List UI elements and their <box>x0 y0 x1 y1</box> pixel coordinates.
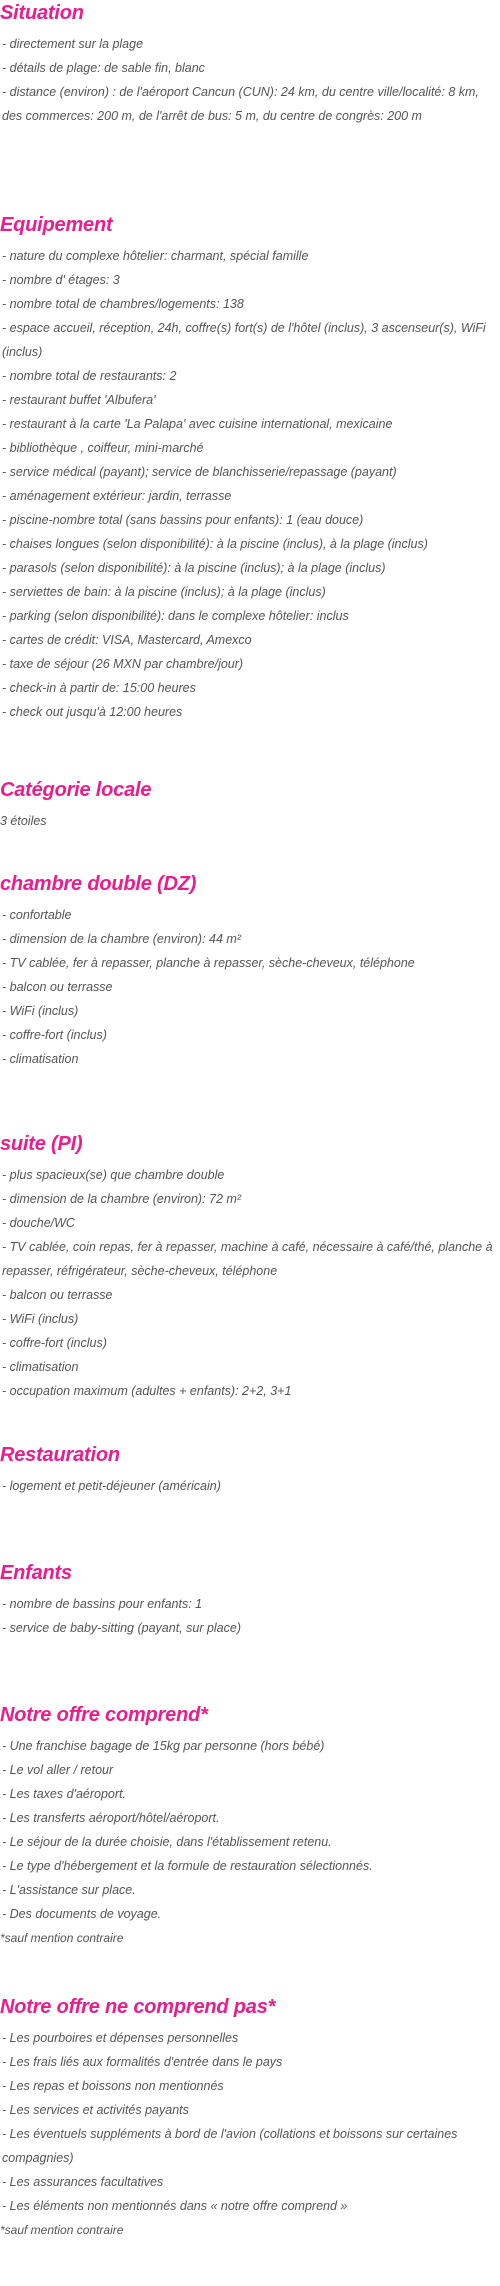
offre-ne-comprend-pas-list <box>0 2026 496 2242</box>
section-restauration <box>0 1442 496 1498</box>
section-suite <box>0 1131 496 1403</box>
list-item: - Les éventuels suppléments à bord de l'avion (collations et boissons sur certaines compagnies) <box>2 2127 458 2165</box>
restauration-list <box>0 1474 496 1498</box>
list-item: - parking (selon disponibilité): dans le complexe hôtelier: inclus <box>2 609 349 623</box>
list-item: - parasols (selon disponibilité): à la piscine (inclus); à la plage (inclus) <box>2 561 386 575</box>
list-item: - Les éléments non mentionnés dans « notre offre comprend » <box>2 2199 348 2213</box>
list-item: - directement sur la plage <box>2 37 144 51</box>
list-item: - Les services et activités payants <box>2 2103 189 2117</box>
situation-list <box>0 32 496 128</box>
list-item: - bibliothèque , coiffeur, mini-marché <box>2 441 204 455</box>
section-title-enfants: Enfants <box>0 1562 72 1584</box>
list-item: - coffre-fort (inclus) <box>2 1028 107 1042</box>
enfants-list <box>0 1592 496 1640</box>
list-item: - Les taxes d'aéroport. <box>2 1787 126 1801</box>
list-item: - climatisation <box>2 1052 79 1066</box>
list-item: - piscine-nombre total (sans bassins pour enfants): 1 (eau douce) <box>2 513 364 527</box>
list-item: - distance (environ) : de l'aéroport Cancun (CUN): 24 km, du centre ville/localité: 8 km, des commerces: 200 m, de l'arrêt de bus: 5 m, du centre de congrès: 200 m <box>2 85 479 123</box>
list-item: - TV cablée, fer à repasser, planche à repasser, sèche-cheveux, téléphone <box>2 956 415 970</box>
suite-list <box>0 1163 496 1403</box>
list-item: - restaurant buffet 'Albufera' <box>2 393 156 407</box>
list-item: - Les frais liés aux formalités d'entrée dans le pays <box>2 2055 283 2069</box>
list-item: - service médical (payant); service de blanchisserie/repassage (payant) <box>2 465 397 479</box>
list-item: - Le vol aller / retour <box>2 1763 114 1777</box>
section-title-equipement: Equipement <box>0 214 113 236</box>
list-item: - L'assistance sur place. <box>2 1883 136 1897</box>
section-title-chambre-double: chambre double (DZ) <box>0 873 197 895</box>
list-item: - nombre d' étages: 3 <box>2 273 120 287</box>
list-item: - cartes de crédit: VISA, Mastercard, Amexco <box>2 633 252 647</box>
list-item: - restaurant à la carte 'La Palapa' avec cuisine international, mexicaine <box>2 417 393 431</box>
section-title-offre-ne-comprend-pas: Notre offre ne comprend pas* <box>0 1996 276 2018</box>
section-chambre-double <box>0 871 496 1071</box>
list-item: - Le séjour de la durée choisie, dans l'établissement retenu. <box>2 1835 332 1849</box>
footnote: *sauf mention contraire <box>0 2223 124 2237</box>
list-item: - détails de plage: de sable fin, blanc <box>2 61 205 75</box>
list-item: - dimension de la chambre (environ): 44 m² <box>2 932 241 946</box>
list-item: - espace accueil, réception, 24h, coffre(s) fort(s) de l'hôtel (inclus), 3 ascenseur(s), WiFi (inclus) <box>2 321 486 359</box>
section-title-situation: Situation <box>0 2 84 24</box>
section-enfants <box>0 1560 496 1640</box>
section-offre-ne-comprend-pas <box>0 1994 496 2242</box>
section-categorie-locale <box>0 777 496 833</box>
chambre-double-list <box>0 903 496 1071</box>
list-item: - Une franchise bagage de 15kg par personne (hors bébé) <box>2 1739 325 1753</box>
list-item: - balcon ou terrasse <box>2 980 113 994</box>
list-item: - chaises longues (selon disponibilité): à la piscine (inclus), à la plage (inclus) <box>2 537 428 551</box>
list-item: - nombre de bassins pour enfants: 1 <box>2 1597 203 1611</box>
list-item: - confortable <box>2 908 72 922</box>
list-item: - dimension de la chambre (environ): 72 m² <box>2 1192 241 1206</box>
list-item: - service de baby-sitting (payant, sur place) <box>2 1621 241 1635</box>
list-item: - Les pourboires et dépenses personnelles <box>2 2031 239 2045</box>
section-equipement <box>0 212 496 724</box>
list-item: - logement et petit-déjeuner (américain) <box>2 1479 221 1493</box>
list-item: - WiFi (inclus) <box>2 1312 79 1326</box>
section-situation <box>0 0 496 128</box>
list-item: - plus spacieux(se) que chambre double <box>2 1168 225 1182</box>
list-item: - nature du complexe hôtelier: charmant, spécial famille <box>2 249 309 263</box>
list-item: - balcon ou terrasse <box>2 1288 113 1302</box>
section-title-restauration: Restauration <box>0 1444 120 1466</box>
list-item: - check-in à partir de: 15:00 heures <box>2 681 196 695</box>
list-item: - WiFi (inclus) <box>2 1004 79 1018</box>
list-item: - occupation maximum (adultes + enfants): 2+2, 3+1 <box>2 1384 292 1398</box>
list-item: - check out jusqu'à 12:00 heures <box>2 705 183 719</box>
list-item: - coffre-fort (inclus) <box>2 1336 107 1350</box>
list-item: - Les transferts aéroport/hôtel/aéroport. <box>2 1811 220 1825</box>
footnote: *sauf mention contraire <box>0 1931 124 1945</box>
equipement-list <box>0 244 496 724</box>
list-item: - Des documents de voyage. <box>2 1907 162 1921</box>
section-title-categorie: Catégorie locale <box>0 779 152 801</box>
section-title-offre-comprend: Notre offre comprend* <box>0 1704 208 1726</box>
list-item: - taxe de séjour (26 MXN par chambre/jour) <box>2 657 244 671</box>
list-item: - TV cablée, coin repas, fer à repasser, machine à café, nécessaire à café/thé, planche à repasser, réfrigérateur, sèche-cheveux, téléphone <box>2 1240 493 1278</box>
section-offre-comprend <box>0 1702 496 1950</box>
list-item: - climatisation <box>2 1360 79 1374</box>
list-item: - aménagement extérieur: jardin, terrasse <box>2 489 232 503</box>
list-item: - nombre total de chambres/logements: 138 <box>2 297 244 311</box>
list-item: - Le type d'hébergement et la formule de restauration sélectionnés. <box>2 1859 373 1873</box>
section-title-suite: suite (PI) <box>0 1133 83 1155</box>
list-item: - serviettes de bain: à la piscine (inclus); à la plage (inclus) <box>2 585 326 599</box>
list-item: - Les assurances facultatives <box>2 2175 164 2189</box>
list-item: - nombre total de restaurants: 2 <box>2 369 177 383</box>
list-item: - Les repas et boissons non mentionnés <box>2 2079 224 2093</box>
categorie-value: 3 étoiles <box>0 814 47 828</box>
offre-comprend-list <box>0 1734 496 1950</box>
list-item: - douche/WC <box>2 1216 75 1230</box>
